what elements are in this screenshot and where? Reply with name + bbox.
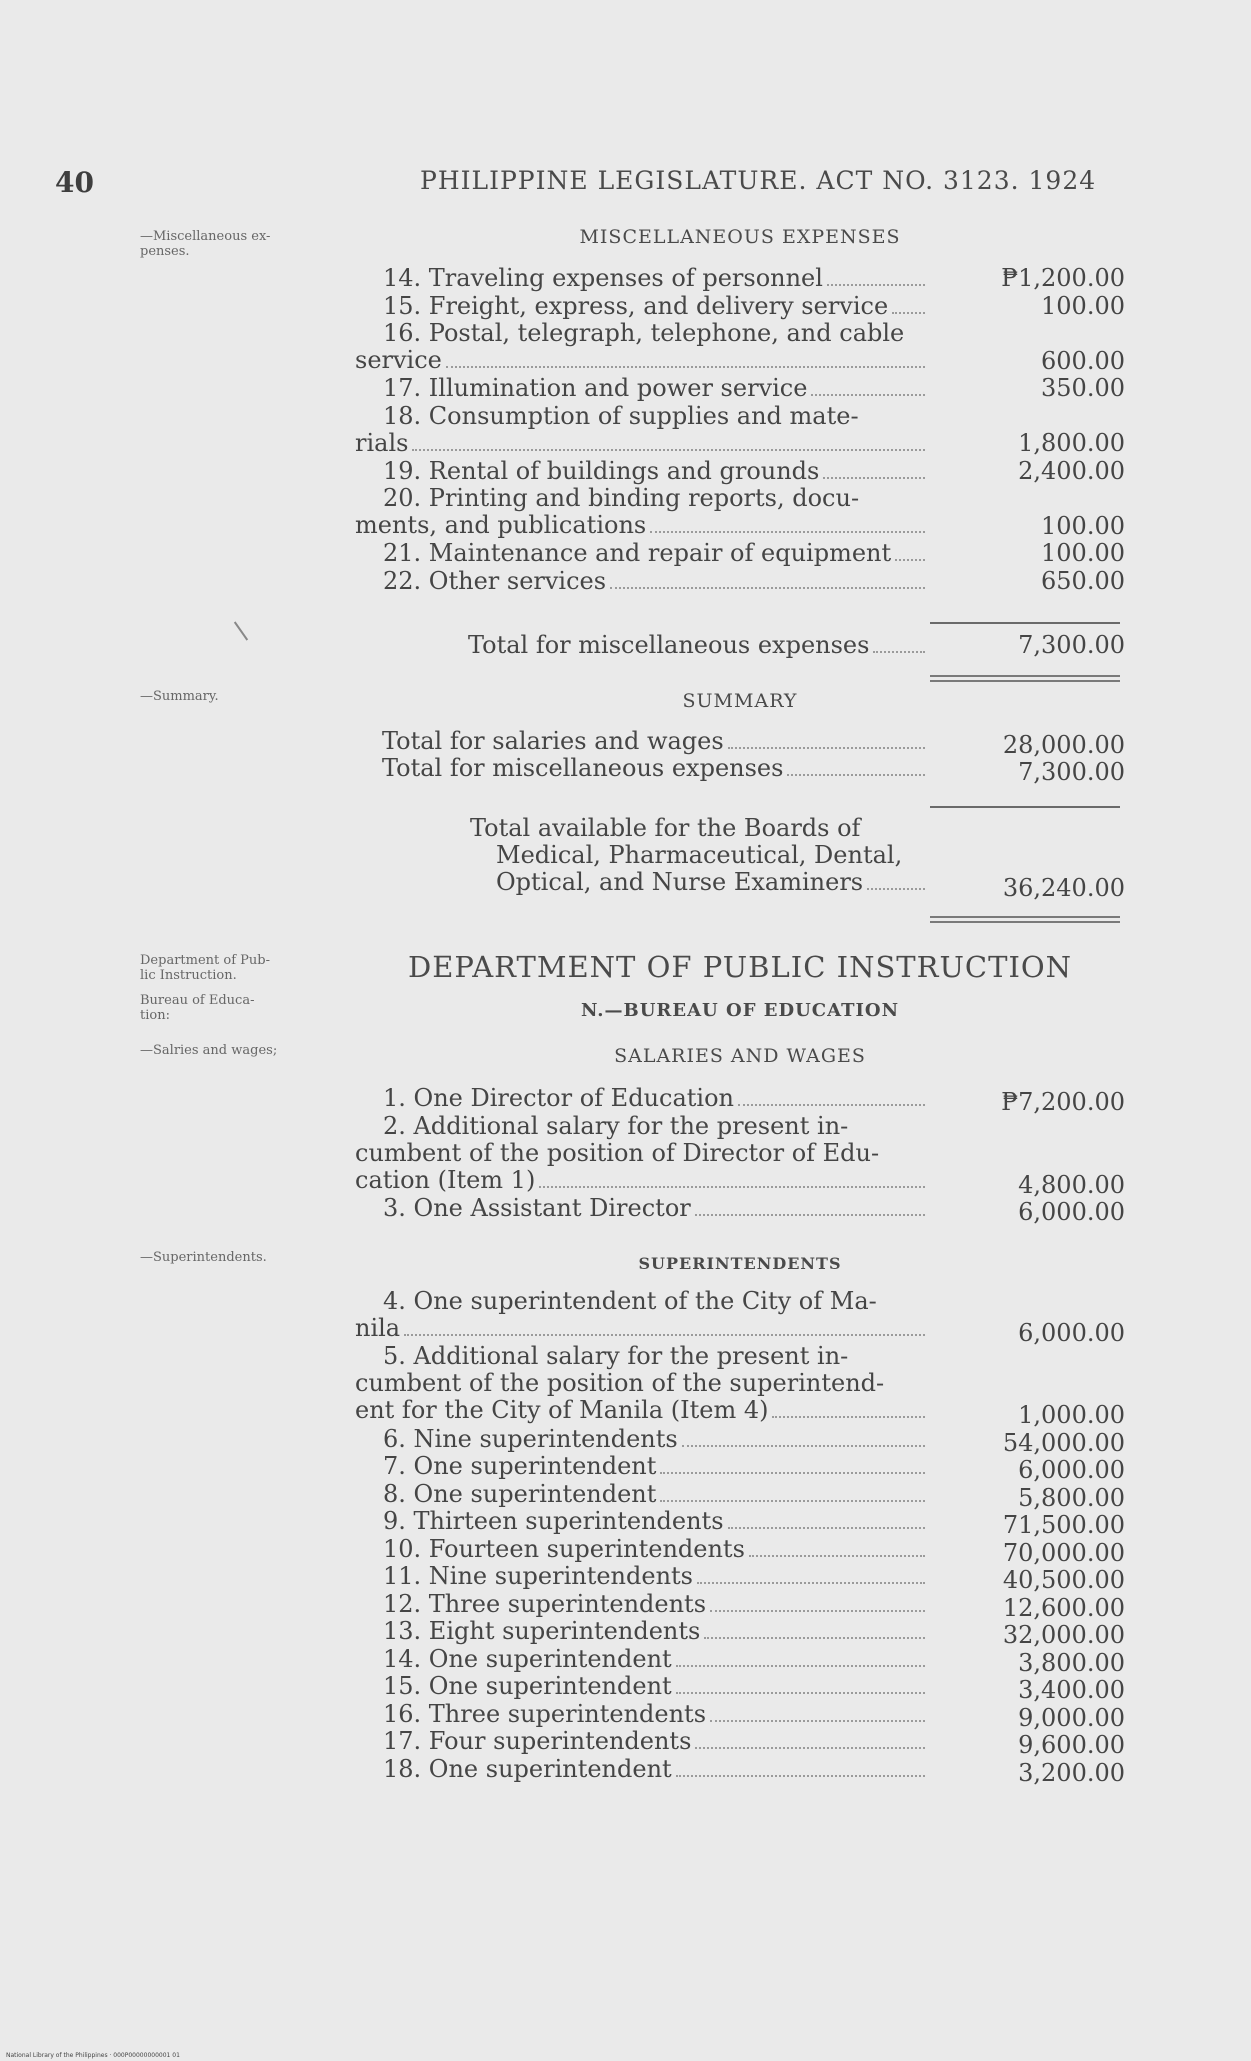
salary-item-text: cumbent of the position of Director of Edu- bbox=[355, 1138, 880, 1167]
leader-dots bbox=[610, 587, 925, 589]
summary-total-amount: 36,240.00 bbox=[1002, 874, 1125, 902]
summary-line bbox=[382, 755, 932, 782]
leader-dots bbox=[827, 284, 925, 286]
misc-item-amount: 1,800.00 bbox=[1018, 429, 1125, 457]
summary-total-text: Optical, and Nurse Examiners bbox=[496, 868, 864, 896]
superintendent-item-text: nila bbox=[355, 1314, 401, 1342]
summary-line bbox=[382, 728, 932, 755]
double-rule-summary bbox=[930, 916, 1120, 923]
leader-dots bbox=[404, 1334, 925, 1336]
rule-misc bbox=[930, 622, 1120, 624]
superintendent-item-text: 7. One superintendent bbox=[383, 1452, 657, 1480]
leader-dots bbox=[787, 774, 925, 776]
salary-item-entry bbox=[355, 1195, 925, 1222]
summary-line-label: Total for miscellaneous expenses bbox=[382, 754, 784, 782]
superintendent-item-entry bbox=[355, 1453, 925, 1480]
misc-item-entry bbox=[355, 293, 935, 320]
leader-dots bbox=[539, 1186, 925, 1188]
smudge-mark bbox=[234, 621, 248, 640]
section-title-summary: SUMMARY bbox=[682, 690, 798, 712]
misc-item-entry bbox=[355, 403, 935, 457]
misc-item-amount: 100.00 bbox=[1041, 511, 1125, 540]
leader-dots bbox=[895, 559, 925, 561]
running-head: PHILIPPINE LEGISLATURE. ACT NO. 3123. 1924 bbox=[420, 166, 1097, 195]
leader-dots bbox=[682, 1445, 925, 1447]
misc-item-text: rials bbox=[355, 428, 409, 457]
superintendent-item-amount: 3,200.00 bbox=[1018, 1758, 1125, 1787]
superintendent-item-text: ent for the City of Manila (Item 4) bbox=[355, 1396, 769, 1424]
misc-total-amount: 7,300.00 bbox=[1018, 631, 1125, 659]
superintendent-item-amount: 54,000.00 bbox=[1002, 1428, 1125, 1457]
misc-item-amount: 600.00 bbox=[1041, 346, 1125, 375]
leader-dots bbox=[772, 1416, 925, 1418]
salary-item-text: cation (Item 1) bbox=[355, 1165, 536, 1194]
superintendent-item-text: 4. One superintendent of the City of Ma- bbox=[383, 1287, 877, 1315]
superintendent-item-text: 18. One superintendent bbox=[383, 1754, 672, 1783]
superintendent-item-amount: 6,000.00 bbox=[1018, 1318, 1125, 1347]
leader-dots bbox=[650, 531, 925, 533]
misc-item-text: 18. Consumption of supplies and mate- bbox=[383, 401, 859, 430]
superintendent-item-amount: 6,000.00 bbox=[1018, 1456, 1125, 1484]
leader-dots bbox=[412, 449, 925, 451]
leader-dots bbox=[660, 1472, 925, 1474]
misc-item-text: 17. Illumination and power service bbox=[383, 374, 808, 402]
double-rule-misc bbox=[930, 675, 1120, 682]
leader-dots bbox=[728, 747, 925, 749]
margin-note-dept: Department of Pub- lic Instruction. bbox=[140, 953, 270, 983]
bureau-title: N.—BUREAU OF EDUCATION bbox=[580, 1000, 900, 1021]
leader-dots bbox=[676, 1775, 925, 1777]
leader-dots bbox=[710, 1720, 925, 1722]
margin-note-misc: —Miscellaneous ex- penses. bbox=[140, 229, 271, 259]
superintendent-item-text: 6. Nine superintendents bbox=[383, 1424, 678, 1453]
leader-dots bbox=[710, 1610, 925, 1612]
misc-item-text: 22. Other services bbox=[383, 566, 607, 595]
margin-note-salaries: —Salries and wages; bbox=[140, 1043, 278, 1058]
superintendent-item-text: cumbent of the position of the superintend- bbox=[355, 1369, 885, 1397]
misc-item-amount: 100.00 bbox=[1041, 291, 1125, 320]
page-number: 40 bbox=[55, 166, 94, 199]
superintendent-item-text: 15. One superintendent bbox=[383, 1672, 672, 1700]
misc-item-text: 14. Traveling expenses of personnel bbox=[383, 264, 823, 292]
section-title-misc: MISCELLANEOUS EXPENSES bbox=[579, 226, 901, 248]
superintendent-item-text: 17. Four superintendents bbox=[383, 1727, 692, 1755]
superintendent-item-entry bbox=[355, 1728, 925, 1755]
misc-item-text: 21. Maintenance and repair of equipment bbox=[383, 539, 892, 567]
leader-dots bbox=[728, 1527, 925, 1529]
misc-item-amount: 350.00 bbox=[1041, 374, 1125, 402]
superintendent-item-text: 12. Three superintendents bbox=[383, 1589, 707, 1618]
summary-line-amount: 7,300.00 bbox=[1018, 758, 1125, 786]
misc-item-amount: 100.00 bbox=[1041, 539, 1125, 567]
misc-item-entry bbox=[355, 375, 935, 402]
leader-dots bbox=[660, 1500, 925, 1502]
superintendent-item-text: 16. Three superintendents bbox=[383, 1699, 707, 1728]
margin-note-bureau: Bureau of Educa- tion: bbox=[140, 993, 255, 1023]
superintendent-item-entry bbox=[355, 1646, 925, 1673]
misc-item-entry bbox=[355, 265, 935, 292]
archive-footer: National Library of the Philippines · 000P00000000001 01 bbox=[6, 2052, 180, 2059]
summary-total-label bbox=[470, 815, 940, 896]
superintendent-item-text: 8. One superintendent bbox=[383, 1479, 657, 1508]
superintendent-item-entry bbox=[355, 1563, 925, 1590]
summary-line-amount: 28,000.00 bbox=[1002, 731, 1125, 759]
salary-item-amount: 4,800.00 bbox=[1018, 1170, 1125, 1199]
misc-total-label: Total for miscellaneous expenses bbox=[468, 632, 938, 659]
misc-item-entry bbox=[355, 485, 935, 539]
leader-dots bbox=[704, 1637, 925, 1639]
superintendent-item-text: 11. Nine superintendents bbox=[383, 1562, 693, 1590]
margin-note-summary: —Summary. bbox=[140, 689, 219, 704]
leader-dots bbox=[823, 477, 925, 479]
superintendent-item-amount: 9,600.00 bbox=[1018, 1731, 1125, 1759]
superintendent-item-entry bbox=[355, 1756, 925, 1783]
superintendent-item-amount: 32,000.00 bbox=[1002, 1621, 1125, 1649]
leader-dots bbox=[695, 1214, 925, 1216]
misc-item-text: 19. Rental of buildings and grounds bbox=[383, 456, 820, 485]
superintendent-item-amount: 3,800.00 bbox=[1018, 1648, 1125, 1677]
salary-item-text: 2. Additional salary for the present in- bbox=[383, 1111, 849, 1140]
superintendent-item-entry bbox=[355, 1618, 925, 1645]
superintendent-item-amount: 1,000.00 bbox=[1018, 1401, 1125, 1429]
margin-note-superintendents: —Superintendents. bbox=[140, 1250, 267, 1265]
leader-dots bbox=[697, 1582, 925, 1584]
superintendent-item-entry bbox=[355, 1508, 925, 1535]
superintendent-item-amount: 40,500.00 bbox=[1002, 1566, 1125, 1594]
superintendent-item-amount: 70,000.00 bbox=[1002, 1538, 1125, 1567]
misc-item-text: 20. Printing and binding reports, docu- bbox=[383, 484, 860, 512]
superintendent-item-text: 13. Eight superintendents bbox=[383, 1617, 701, 1645]
misc-item-text: ments, and publications bbox=[355, 511, 647, 539]
department-title: DEPARTMENT OF PUBLIC INSTRUCTION bbox=[407, 950, 1073, 984]
salary-item-amount: ₱7,200.00 bbox=[1001, 1088, 1125, 1116]
salary-item-entry bbox=[355, 1113, 925, 1194]
misc-item-entry bbox=[355, 458, 935, 485]
section-title-salaries: SALARIES AND WAGES bbox=[614, 1045, 866, 1067]
superintendent-item-entry bbox=[355, 1591, 925, 1618]
superintendent-item-text: 10. Fourteen superintendents bbox=[383, 1534, 745, 1563]
leader-dots bbox=[446, 366, 925, 368]
salary-item-amount: 6,000.00 bbox=[1018, 1198, 1125, 1226]
leader-dots bbox=[749, 1555, 925, 1557]
salary-item-entry bbox=[355, 1085, 925, 1112]
salary-item-text: 3. One Assistant Director bbox=[383, 1194, 691, 1222]
superintendent-item-entry bbox=[355, 1288, 925, 1342]
leader-dots bbox=[867, 888, 925, 890]
misc-item-amount: 2,400.00 bbox=[1018, 456, 1125, 485]
superintendent-item-entry bbox=[355, 1426, 925, 1453]
leader-dots bbox=[811, 394, 925, 396]
superintendent-item-entry bbox=[355, 1701, 925, 1728]
misc-item-text: 15. Freight, express, and delivery service bbox=[383, 291, 889, 320]
misc-item-entry bbox=[355, 568, 935, 595]
section-title-superintendents: SUPERINTENDENTS bbox=[638, 1254, 842, 1273]
leader-dots bbox=[676, 1665, 925, 1667]
leader-dots bbox=[892, 312, 925, 314]
misc-item-entry bbox=[355, 320, 935, 374]
superintendent-item-entry bbox=[355, 1343, 925, 1424]
superintendent-item-amount: 9,000.00 bbox=[1018, 1703, 1125, 1732]
superintendent-item-entry bbox=[355, 1536, 925, 1563]
leader-dots bbox=[695, 1747, 925, 1749]
leader-dots bbox=[676, 1692, 925, 1694]
rule-summary bbox=[930, 806, 1120, 808]
superintendent-item-amount: 3,400.00 bbox=[1018, 1676, 1125, 1704]
summary-total-text: Medical, Pharmaceutical, Dental, bbox=[496, 841, 903, 869]
leader-dots bbox=[738, 1104, 925, 1106]
misc-item-amount: 650.00 bbox=[1041, 566, 1125, 595]
superintendent-item-amount: 71,500.00 bbox=[1002, 1511, 1125, 1539]
misc-item-text: service bbox=[355, 346, 442, 374]
superintendent-item-entry bbox=[355, 1673, 925, 1700]
superintendent-item-text: 5. Additional salary for the present in- bbox=[383, 1342, 849, 1370]
salary-item-text: 1. One Director of Education bbox=[383, 1084, 734, 1112]
superintendent-item-text: 14. One superintendent bbox=[383, 1644, 672, 1673]
misc-item-entry bbox=[355, 540, 935, 567]
superintendent-item-amount: 5,800.00 bbox=[1018, 1483, 1125, 1512]
summary-line-label: Total for salaries and wages bbox=[382, 727, 724, 755]
misc-item-text: 16. Postal, telegraph, telephone, and cable bbox=[383, 319, 905, 347]
misc-item-amount: ₱1,200.00 bbox=[1001, 264, 1125, 292]
summary-total-text: Total available for the Boards of bbox=[470, 814, 861, 842]
superintendent-item-entry bbox=[355, 1481, 925, 1508]
superintendent-item-text: 9. Thirteen superintendents bbox=[383, 1507, 724, 1535]
superintendent-item-amount: 12,600.00 bbox=[1002, 1593, 1125, 1622]
